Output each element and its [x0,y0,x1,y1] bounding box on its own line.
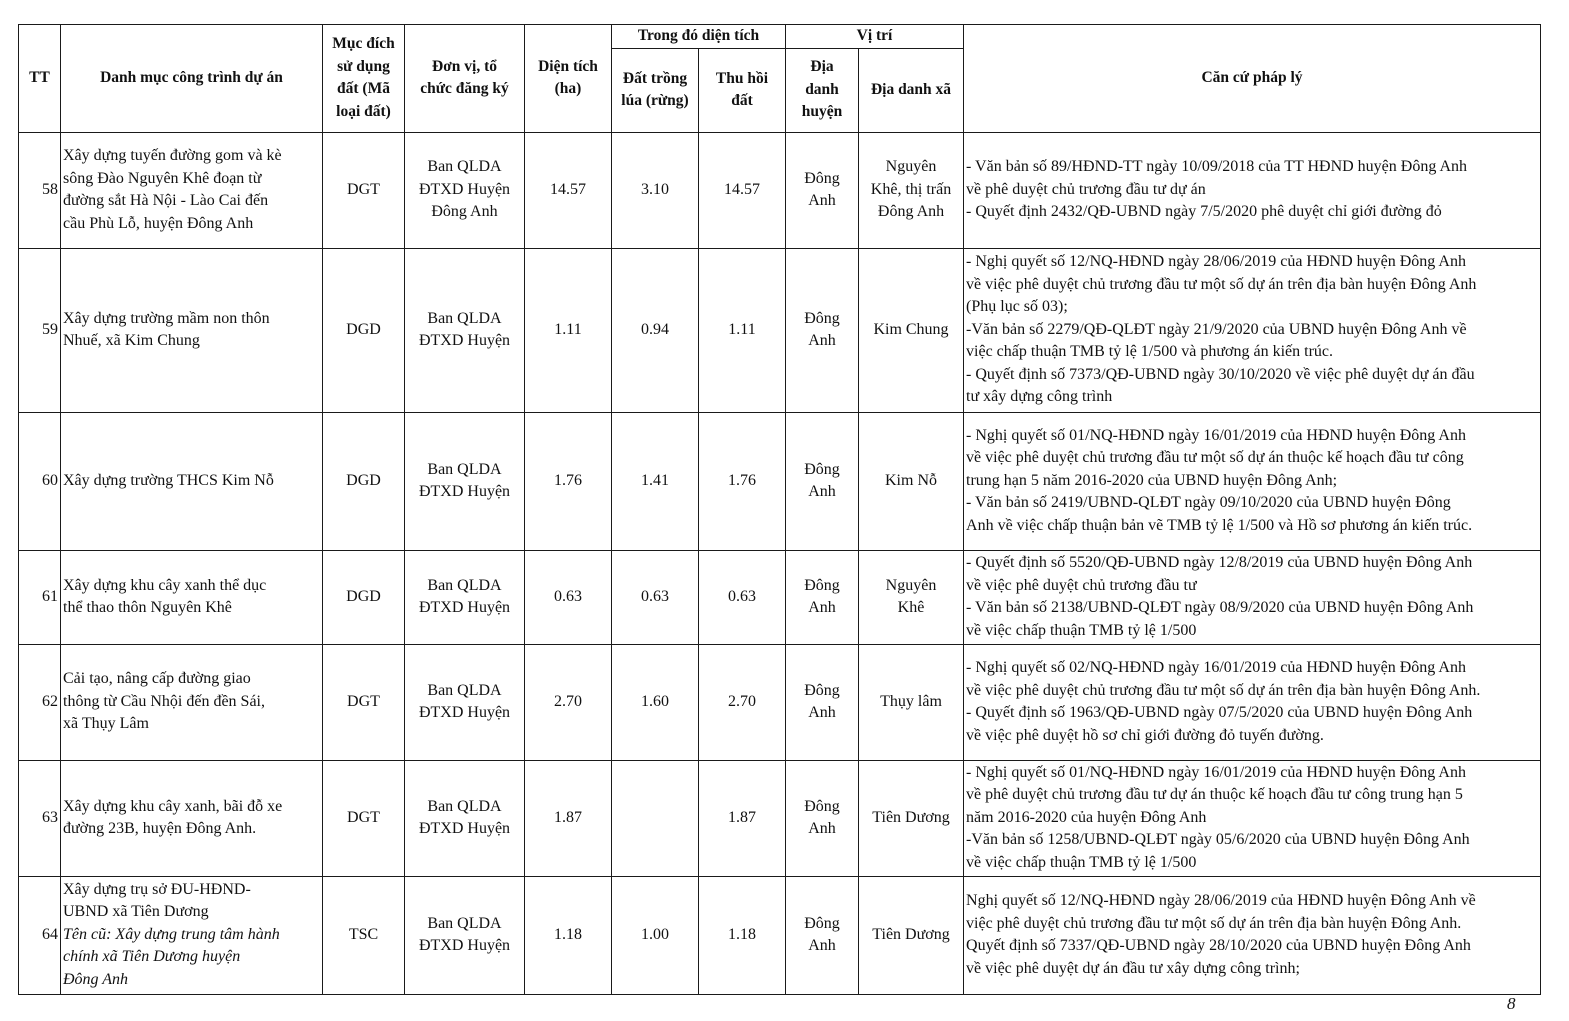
cell-unit [405,248,525,412]
cell-tt: 60 [19,412,61,550]
text-line: Quyết định số 7337/QĐ-UBND ngày 28/10/2020 của UBND huyện Đông Anh [966,937,1471,954]
cell-legal [964,644,1541,760]
text-line: Xây dựng tuyến đường gom và kè [63,147,282,164]
text-line: Xây dựng trường mầm non thôn [63,309,270,327]
cell-project [61,644,323,760]
text-line: Xây dựng trụ sở ĐU-HĐND- [63,880,251,898]
text-line: - Quyết định số 7373/QĐ-UBND ngày 30/10/2020 về việc phê duyệt dự án đầu [966,365,1475,383]
text-line: Đông Anh [431,203,498,221]
table-row [19,412,1541,550]
text-line: UBND xã Tiên Dương [63,903,209,921]
cell-district [786,248,859,412]
cell-area: 1.76 [525,412,612,550]
cell-purpose: DGD [323,412,405,550]
text-line: thể thao thôn Nguyên Khê [63,599,232,616]
text-line: sông Đào Nguyên Khê đoạn từ [63,169,262,187]
cell-unit [405,550,525,644]
text-line: Anh [808,332,836,349]
text-line: Anh về việc chấp thuận bản vẽ TMB tỷ lệ 1/500 và Hồ sơ phương án kiến trúc. [966,516,1473,534]
cell-district [786,132,859,248]
header-recover [699,48,786,132]
text-line: - Văn bản số 2419/UBND-QLĐT ngày 09/10/2020 của UBND huyện Đông [966,494,1451,512]
cell-legal [964,412,1541,550]
header-commune: Địa danh xã [859,48,964,132]
cell-unit [405,760,525,876]
text-line: - Nghị quyết số 12/NQ-HĐND ngày 28/06/2019 của HĐND huyện Đông Anh [966,253,1466,271]
cell-area: 0.63 [525,550,612,644]
header-district [786,48,859,132]
text-line: đất (Mã [337,80,390,98]
table-header [19,25,1541,133]
cell-commune [859,132,964,248]
text-line: Đông [804,169,840,187]
cell-district [786,412,859,550]
cell-area: 2.70 [525,644,612,760]
text-line: về việc phê duyệt dự án đầu tư xây dựng công trình; [966,959,1300,977]
text-line: - Quyết định 2432/QĐ-UBND ngày 7/5/2020 phê duyệt chỉ giới đường đỏ [966,203,1442,221]
text-line: về việc phê duyệt chủ trương đầu tư [966,576,1197,594]
text-line: Kim Nỗ [885,471,937,489]
cell-legal [964,760,1541,876]
text-line: - Nghị quyết số 01/NQ-HĐND ngày 16/01/2019 của HĐND huyện Đông Anh [966,763,1466,781]
header-group-area: Trong đó diện tích [612,25,786,49]
text-line: Cải tạo, nâng cấp đường giao [63,670,251,688]
text-line: - Văn bản số 2138/UBND-QLĐT ngày 08/9/2020 của UBND huyện Đông Anh [966,599,1474,616]
text-line: Ban QLDA [427,309,502,327]
text-line: Đơn vị, tổ [432,57,497,75]
text-line: ĐTXD Huyện [418,704,511,721]
cell-area: 1.87 [525,760,612,876]
text-line: chức đăng ký [420,80,509,98]
text-line: việc chấp thuận TMB tỷ lệ 1/500 và phương án kiến trúc. [966,343,1333,361]
cell-area: 14.57 [525,132,612,248]
text-line: loại đất) [336,102,391,120]
text-line: về phê duyệt chủ trương đầu tư dự án [966,180,1206,198]
text-line: trung hạn 5 năm 2016-2020 của UBND huyện Đông Anh; [966,471,1338,489]
text-line: ĐTXD Huyện [418,599,511,616]
text-line: ĐTXD Huyện [418,483,511,500]
text-line: Kim Chung [873,320,949,338]
cell-commune [859,248,964,412]
text-line: Thu hồi [715,69,769,87]
text-line: - Văn bản số 89/HĐND-TT ngày 10/09/2018 của TT HĐND huyện Đông Anh [966,158,1467,176]
cell-tt: 58 [19,132,61,248]
text-line: Anh [808,937,836,954]
header-project: Danh mục công trình dự án [61,25,323,133]
text-line: thông từ Cầu Nhội đến đền Sái, [63,692,265,710]
header-purpose [323,25,405,133]
text-line: Ban QLDA [427,797,502,815]
text-line: huyện [801,103,843,121]
text-line: - Nghị quyết số 02/NQ-HĐND ngày 16/01/2019 của HĐND huyện Đông Anh [966,659,1466,676]
projects-table [18,24,1541,995]
text-line: Đông [804,681,840,699]
text-line: về việc phê duyệt hồ sơ chỉ giới đường đỏ tuyến đường. [966,726,1324,744]
text-line: Nguyên [885,158,937,176]
page-mark: 8 [1507,994,1516,1013]
cell-legal [964,248,1541,412]
cell-unit [405,876,525,994]
text-line: Anh [808,192,836,209]
text-line: đường sắt Hà Nội - Lào Cai đến [63,192,269,209]
header-tt: TT [19,25,61,133]
text-line: Ban QLDA [427,460,502,478]
text-line: - Nghị quyết số 01/NQ-HĐND ngày 16/01/2019 của HĐND huyện Đông Anh [966,426,1466,444]
cell-rice: 0.63 [612,550,699,644]
cell-commune [859,412,964,550]
text-line: -Văn bản số 2279/QĐ-QLĐT ngày 21/9/2020 của UBND huyện Đông Anh về [966,320,1467,338]
cell-legal [964,132,1541,248]
text-line: đất [731,92,753,109]
text-line: Anh [808,599,836,616]
text-line: Ban QLDA [427,576,502,594]
cell-tt: 62 [19,644,61,760]
cell-district [786,876,859,994]
table-row [19,132,1541,248]
cell-rice: 1.41 [612,412,699,550]
text-line: Xây dựng trường THCS Kim Nỗ [63,471,274,489]
text-line: năm 2016-2020 của huyện Đông Anh [966,808,1207,826]
header-group-location: Vị trí [786,25,964,49]
cell-recover: 1.11 [699,248,786,412]
cell-unit [405,132,525,248]
text-line: cầu Phù Lỗ, huyện Đông Anh [63,214,254,232]
text-line: sử dụng [337,57,390,75]
text-line: xã Thụy Lâm [63,715,149,733]
cell-area: 1.18 [525,876,612,994]
text-line: Ban QLDA [427,914,502,932]
text-line: Khê [897,599,925,616]
cell-project [61,550,323,644]
cell-recover: 1.87 [699,760,786,876]
cell-commune [859,550,964,644]
text-line: Đông [804,309,840,327]
cell-district [786,550,859,644]
text-line: Anh [808,704,836,721]
cell-rice: 3.10 [612,132,699,248]
cell-purpose: TSC [323,876,405,994]
text-line: chính xã Tiên Dương huyện [63,948,241,966]
text-line: Đông [804,460,840,478]
text-line: về việc phê duyệt chủ trương đầu tư một số dự án thuộc kế hoạch đầu tư công [966,449,1464,467]
cell-project [61,760,323,876]
text-line: Khê, thị trấn [870,180,952,198]
text-line: Tiên Dương [872,925,950,943]
text-line: việc phê duyệt chủ trương đầu tư một số dự án trên địa bàn huyện Đông Anh. [966,914,1462,932]
text-line: (Phụ lục số 03); [966,298,1068,316]
cell-rice: 1.00 [612,876,699,994]
table-row [19,550,1541,644]
text-line: về phê duyệt chủ trương đầu tư dự án thuộc kế hoạch đầu tư công trung hạn 5 [966,786,1463,804]
text-line: Ban QLDA [427,681,502,699]
cell-commune [859,760,964,876]
text-line: về việc phê duyệt chủ trương đầu tư một số dự án trên địa bàn huyện Đông Anh [966,275,1477,293]
text-line: danh [805,80,839,98]
text-line: Đông [804,914,840,932]
table-row [19,876,1541,994]
table-body [19,132,1541,994]
cell-tt: 61 [19,550,61,644]
cell-legal [964,550,1541,644]
cell-rice: 1.60 [612,644,699,760]
text-line: Thụy lâm [880,692,942,710]
cell-recover: 2.70 [699,644,786,760]
text-line: Đông [804,576,840,594]
cell-legal [964,876,1541,994]
cell-tt: 64 [19,876,61,994]
text-line: về việc chấp thuận TMB tỷ lệ 1/500 [966,621,1197,639]
text-line: - Quyết định số 1963/QĐ-UBND ngày 07/5/2020 của UBND huyện Đông Anh [966,704,1473,721]
table-row [19,644,1541,760]
header-unit [405,25,525,133]
cell-area: 1.11 [525,248,612,412]
cell-district [786,644,859,760]
cell-recover: 1.76 [699,412,786,550]
cell-project [61,248,323,412]
header-area [525,25,612,133]
text-line: Đất trồng [622,69,688,87]
text-line: Diện tích [538,57,598,75]
text-line: Mục đích [332,35,395,53]
table-row [19,248,1541,412]
text-line: Anh [808,820,836,837]
text-line: ĐTXD Huyện [418,937,511,954]
text-line: Đông Anh [877,203,945,221]
cell-commune [859,644,964,760]
text-line: Nghị quyết số 12/NQ-HĐND ngày 28/06/2019 của HĐND huyện Đông Anh về [966,892,1476,909]
text-line: - Quyết định số 5520/QĐ-UBND ngày 12/8/2019 của UBND huyện Đông Anh [966,554,1473,571]
text-line: Ban QLDA [427,158,502,176]
cell-recover: 1.18 [699,876,786,994]
cell-recover: 14.57 [699,132,786,248]
cell-purpose: DGD [323,248,405,412]
text-line: Đông [804,797,840,815]
cell-unit [405,412,525,550]
text-line: Địa [810,58,834,76]
cell-purpose: DGT [323,760,405,876]
text-line: tư xây dựng công trình [966,388,1113,406]
text-line: Nhuế, xã Kim Chung [63,332,200,349]
table-row [19,760,1541,876]
text-line: về việc phê duyệt chủ trương đầu tư một số dự án trên địa bàn huyện Đông Anh. [966,681,1481,699]
cell-rice [612,760,699,876]
text-line: Tên cũ: Xây dựng trung tâm hành [63,925,280,943]
text-line: lúa (rừng) [621,92,689,109]
text-line: ĐTXD Huyện [418,180,511,198]
text-line: ĐTXD Huyện [418,332,511,349]
cell-purpose: DGT [323,132,405,248]
text-line: ĐTXD Huyện [418,820,511,837]
cell-rice: 0.94 [612,248,699,412]
text-line: về việc chấp thuận TMB tỷ lệ 1/500 [966,853,1197,871]
text-line: (ha) [554,80,582,98]
text-line: Nguyên [885,576,937,594]
header-rice [612,48,699,132]
text-line: Anh [808,483,836,500]
cell-recover: 0.63 [699,550,786,644]
cell-tt: 59 [19,248,61,412]
cell-project [61,876,323,994]
text-line: Đông Anh [63,970,129,988]
text-line: Tiên Dương [872,808,950,826]
header-legal: Căn cứ pháp lý [964,25,1541,133]
cell-unit [405,644,525,760]
cell-purpose: DGD [323,550,405,644]
cell-district [786,760,859,876]
text-line: đường 23B, huyện Đông Anh. [63,820,257,837]
text-line: Xây dựng khu cây xanh thể dục [63,576,267,594]
cell-tt: 63 [19,760,61,876]
cell-project [61,132,323,248]
text-line: -Văn bản số 1258/UBND-QLĐT ngày 05/6/2020 của UBND huyện Đông Anh [966,831,1470,849]
cell-purpose: DGT [323,644,405,760]
cell-project [61,412,323,550]
cell-commune [859,876,964,994]
text-line: Xây dựng khu cây xanh, bãi đỗ xe [63,797,283,815]
